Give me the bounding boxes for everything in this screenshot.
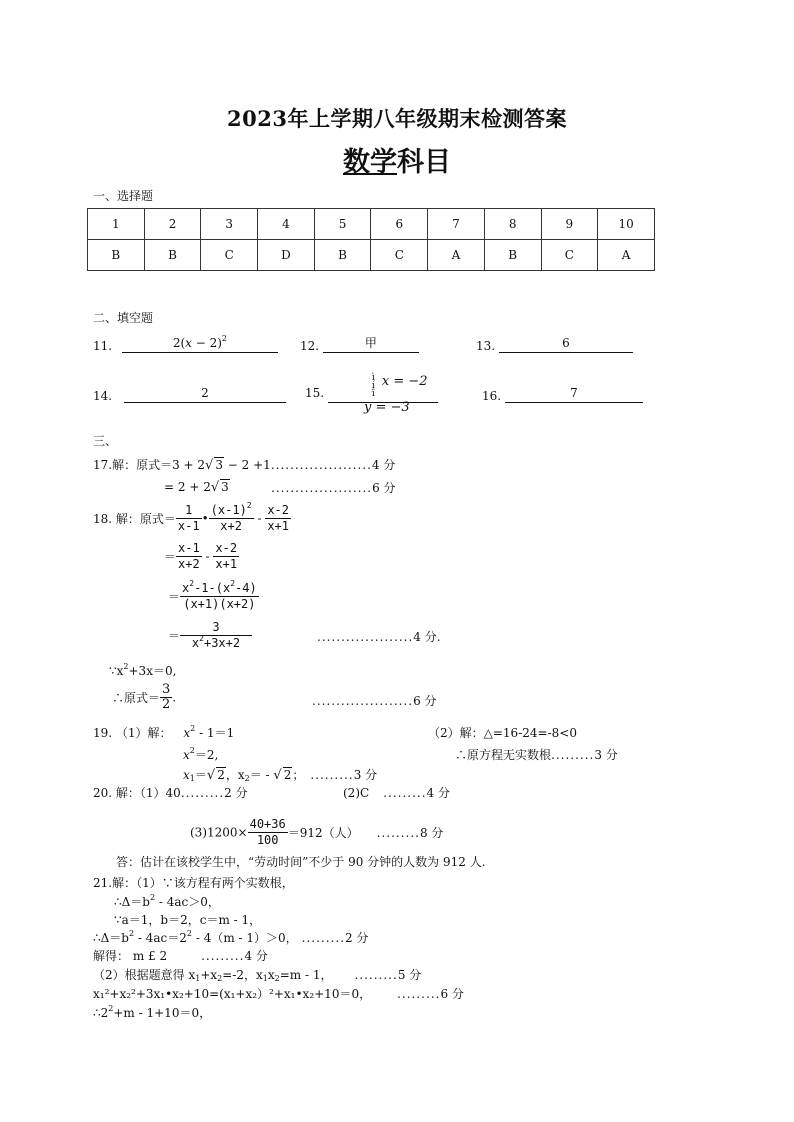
text: x — [191, 636, 200, 650]
text: (2)C — [343, 786, 370, 800]
table-cell: 9 — [541, 209, 598, 240]
denominator: (x+1)(x+2) — [183, 597, 256, 611]
dot-leader: ......... — [201, 949, 245, 963]
sqrt-icon: √ — [205, 458, 214, 473]
text: ，x — [225, 768, 245, 782]
dot-leader: ......... — [376, 825, 420, 840]
text: △=16-24=-8<0 — [483, 726, 577, 740]
brace-part: î — [371, 389, 375, 399]
q18-line-4 — [168, 620, 252, 651]
text: 17.解：原式＝3 + 2 — [93, 458, 206, 472]
text: ∴Δ＝b — [93, 931, 129, 945]
question-number: 12. — [300, 339, 320, 353]
answer-var: x — [185, 336, 192, 350]
choice-answer-table — [87, 208, 655, 271]
table-cell: 4 — [258, 209, 315, 240]
text: ∴2 — [93, 1006, 109, 1020]
q17-line-1 — [93, 456, 395, 473]
score: 4 分 — [371, 458, 396, 472]
q18-score-1 — [317, 628, 441, 645]
dot-leader: ......... — [354, 968, 398, 982]
table-cell: B — [484, 240, 541, 271]
score: 8 分 — [419, 826, 444, 840]
fill-q14 — [93, 386, 286, 403]
text: +x — [200, 968, 218, 982]
system-line-2: y = −3 — [364, 400, 410, 415]
q18-line-2 — [164, 541, 239, 572]
fill-q12 — [300, 336, 419, 353]
denominator: 100 — [256, 833, 279, 847]
fraction — [180, 581, 259, 612]
denominator: x-1 — [177, 519, 200, 533]
table-cell: 3 — [201, 209, 258, 240]
text: (3)1200× — [190, 825, 248, 840]
fraction — [180, 620, 252, 651]
score: 4 分 — [426, 786, 450, 800]
text: ＝912（人） — [287, 826, 359, 840]
table-cell: C — [541, 240, 598, 271]
exponent: 2 — [199, 634, 204, 643]
denominator: 2 — [162, 697, 171, 712]
sqrt-icon: √ — [206, 768, 216, 783]
text: =m - 1， — [279, 968, 333, 982]
question-number: 15. — [305, 386, 325, 400]
table-cell: 2 — [144, 209, 201, 240]
text: -1-(x — [194, 581, 231, 595]
numerator: x-2 — [215, 541, 238, 555]
exponent: 2 — [149, 893, 156, 902]
q17-line-2 — [164, 479, 230, 495]
brace-part: í — [371, 381, 375, 391]
answer-blank — [328, 372, 438, 403]
q21-line-8 — [93, 1004, 211, 1021]
table-cell: B — [144, 240, 201, 271]
subject-title-underlined: 数学 — [343, 147, 397, 178]
exponent: 2 — [128, 929, 135, 938]
page-title: 2023年上学期八年级期末检测答案 — [227, 106, 567, 131]
table-cell: 10 — [598, 209, 655, 240]
fraction — [209, 503, 254, 534]
table-cell: 6 — [371, 209, 428, 240]
q21-line-6 — [93, 966, 421, 983]
sqrt-icon: √ — [210, 480, 220, 495]
text: x — [183, 726, 191, 740]
q20-part2 — [343, 784, 450, 801]
numerator: x-1 — [178, 541, 200, 555]
table-cell: A — [428, 240, 485, 271]
table-row-numbers — [88, 209, 655, 240]
sqrt-radicand: 3 — [215, 458, 223, 472]
dot-leader: ......... — [397, 987, 441, 1001]
dot-leader: ......... — [551, 748, 595, 762]
answer-blank: 甲 — [323, 336, 419, 353]
exponent: 2 — [108, 1004, 114, 1013]
score: 4 分. — [413, 630, 441, 644]
q21-line-5 — [93, 947, 268, 964]
subscript: 1 — [189, 774, 195, 783]
text: -4) — [235, 581, 257, 595]
text: - — [201, 549, 214, 564]
brace-icon — [372, 374, 375, 398]
text: − 2 +1 — [223, 458, 271, 472]
denominator: x+1 — [267, 519, 289, 533]
numerator — [180, 581, 259, 597]
text: ∴Δ＝b — [114, 895, 150, 909]
answer-blank: 6 — [499, 336, 633, 353]
text: (x-1) — [210, 503, 247, 517]
text: 解得： m £ 2 — [93, 949, 168, 963]
text: x — [267, 968, 275, 982]
answer-exponent: 2 — [221, 334, 228, 343]
subscript: 1 — [195, 974, 201, 983]
q21-line-3: ∵a＝1，b＝2，c＝m - 1， — [114, 913, 262, 927]
score: 6 分 — [372, 481, 396, 495]
fraction — [176, 541, 202, 572]
text: - 4ac＞0， — [155, 895, 220, 909]
section-solve-heading: 三、 — [93, 434, 118, 448]
dot-leader: ..................... — [312, 694, 414, 708]
dot-leader: ......... — [310, 768, 354, 782]
dot-leader: .................... — [317, 630, 414, 644]
table-cell: B — [88, 240, 145, 271]
dot-leader: ..................... — [270, 458, 372, 472]
text: ＝ — [164, 550, 177, 564]
system-line-1: x = −2 — [381, 374, 428, 389]
text: ＝ - — [249, 768, 274, 782]
dot-leader: ......... — [180, 786, 225, 800]
table-cell: B — [314, 240, 371, 271]
answer-part: − 2) — [191, 336, 222, 350]
dot-leader: ..................... — [271, 481, 373, 495]
fill-q11 — [93, 336, 278, 353]
q18-condition — [109, 662, 176, 679]
subscript: 2 — [217, 974, 223, 983]
q18-result — [112, 683, 176, 712]
text: +3x+2 — [203, 636, 241, 650]
numerator: 1 — [176, 503, 202, 519]
q20-part3 — [190, 817, 443, 848]
text: - 1＝1 — [195, 726, 235, 740]
text: ＝2, — [194, 748, 219, 762]
score: 2 分 — [224, 786, 248, 800]
answer-part: 2( — [172, 336, 186, 350]
q20-answer: 答：估计在该校学生中，“劳动时间”不少于 90 分钟的人数为 912 人. — [116, 855, 486, 869]
text: . — [172, 690, 177, 705]
exponent: 2 — [190, 724, 196, 733]
numerator: 3 — [180, 620, 252, 636]
text: （2）根据题意得 x — [93, 968, 196, 982]
question-number: 16. — [482, 389, 502, 403]
text: 18. 解：原式＝ — [93, 512, 176, 526]
sqrt-radicand: 3 — [221, 480, 229, 494]
q18-line-3 — [168, 581, 259, 612]
section-choice-heading: 一、选择题 — [93, 189, 154, 203]
text: ∵x — [109, 664, 124, 678]
numerator — [209, 503, 254, 519]
table-cell: 1 — [88, 209, 145, 240]
text: - 4（m - 1）＞0， — [192, 931, 298, 945]
text: x₁²+x₂²+3x₁•x₂+10=(x₁+x₂）²+x₁•x₂+10＝0， — [93, 987, 372, 1001]
text: - — [253, 511, 266, 526]
answer-blank: 7 — [505, 386, 643, 403]
table-cell: C — [371, 240, 428, 271]
score: 4 分 — [244, 949, 268, 963]
answer-blank — [122, 336, 278, 353]
q21-line-7 — [93, 985, 464, 1002]
text: +3x＝0, — [128, 664, 177, 678]
score: 3 分 — [594, 748, 618, 762]
text: x — [183, 768, 190, 782]
text: x — [182, 581, 190, 595]
text: • — [201, 511, 209, 526]
text: - 4ac＝2 — [134, 931, 187, 945]
exponent: 2 — [189, 746, 195, 755]
brace-part: ì — [371, 373, 375, 383]
question-number: 13. — [476, 339, 496, 353]
text: = 2 + 2 — [164, 480, 211, 494]
section-fill-heading: 二、填空题 — [93, 311, 154, 325]
numerator: x-2 — [267, 503, 289, 517]
text: 20. 解：（1）40 — [93, 786, 181, 800]
q20-line-1 — [93, 784, 248, 801]
text: ∴原方程无实数根 — [455, 748, 552, 762]
text: x — [183, 748, 190, 762]
exponent: 2 — [123, 662, 129, 671]
denominator: x+2 — [220, 519, 242, 533]
score: 3 分 — [353, 768, 378, 782]
subscript: 2 — [244, 774, 250, 783]
text: ； — [292, 768, 305, 782]
q21-line-2 — [114, 893, 220, 910]
score: 2 分 — [345, 931, 369, 945]
table-cell: 5 — [314, 209, 371, 240]
q21-line-1: 21.解：（1）∵该方程有两个实数根， — [93, 876, 294, 890]
q18-score-2 — [312, 692, 437, 709]
text: ＝ — [168, 590, 181, 604]
dot-leader: ......... — [301, 931, 346, 945]
subscript: 2 — [274, 974, 280, 983]
q19-part2-line2 — [455, 746, 618, 763]
exponent: 2 — [186, 929, 193, 938]
denominator: x+2 — [178, 557, 200, 571]
score: 6 分 — [440, 987, 464, 1001]
question-number: 14. — [93, 389, 113, 403]
equation — [183, 726, 234, 740]
table-cell: C — [201, 240, 258, 271]
q19-part1-line2 — [183, 746, 218, 763]
denominator — [180, 636, 252, 651]
dot-leader: ......... — [383, 786, 427, 800]
text: ＝ — [194, 768, 207, 782]
sqrt-icon: √ — [273, 768, 282, 783]
fill-q15 — [305, 372, 438, 415]
denominator: x+1 — [215, 557, 238, 571]
text: +m - 1+10＝0， — [113, 1006, 212, 1020]
table-row-answers — [88, 240, 655, 271]
sqrt-radicand: 2 — [283, 768, 292, 782]
q19-part2-line1 — [428, 724, 577, 741]
text: 19. （1）解： — [93, 726, 172, 740]
text: ∴原式＝ — [112, 691, 161, 705]
q19-part1-line1 — [93, 724, 234, 741]
fraction — [213, 541, 239, 572]
exponent: 2 — [230, 579, 236, 588]
answer-blank: 2 — [124, 386, 286, 403]
q18-line-1 — [93, 503, 291, 534]
question-number: 11. — [93, 339, 113, 353]
numerator: 3 — [162, 682, 171, 697]
fill-q16 — [482, 386, 643, 403]
table-cell: 7 — [428, 209, 485, 240]
exponent: 2 — [246, 501, 252, 510]
table-cell: 8 — [484, 209, 541, 240]
fraction — [265, 503, 291, 534]
q17-score-2 — [271, 479, 396, 496]
text: ＝ — [168, 629, 181, 643]
subscript: 1 — [262, 974, 268, 983]
text: =-2，x — [222, 968, 263, 982]
score: 5 分 — [397, 968, 422, 982]
table-cell: D — [258, 240, 315, 271]
fraction — [248, 817, 288, 848]
subject-title — [0, 140, 794, 179]
fill-q13 — [476, 336, 633, 353]
q21-line-4 — [93, 929, 368, 946]
numerator: 40+36 — [249, 817, 286, 831]
fraction — [160, 683, 172, 712]
exponent: 2 — [189, 579, 195, 588]
q19-part1-line3 — [183, 766, 377, 783]
text: （2）解： — [428, 726, 484, 740]
score: 6 分 — [413, 694, 437, 708]
sqrt-radicand: 2 — [217, 768, 225, 782]
subject-title-rest: 科目 — [397, 147, 451, 178]
fraction — [176, 503, 202, 534]
table-cell: A — [598, 240, 655, 271]
